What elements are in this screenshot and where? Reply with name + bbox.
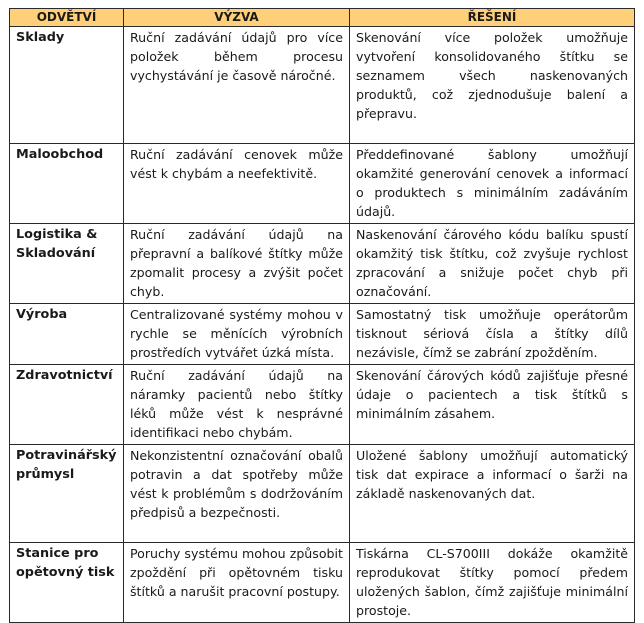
solution-cell: Skenování více položek umožňuje vytvoření konsolidovaného štítku se seznamem všech naskenovaných produktů, což zjednodušuje balení a přepravu. xyxy=(350,27,635,144)
solution-cell: Tiskárna CL-S700III dokáže okamžitě reprodukovat štítky pomocí předem uložených šablon, čímž zajišťuje minimální prostoje. xyxy=(350,543,635,623)
solution-cell: Samostatný tisk umožňuje operátorům tisknout sériová čísla a štítky dílů nezávisle, čímž se zabrání zpožděním. xyxy=(350,304,635,365)
challenge-cell: Ruční zadávání údajů pro více položek během procesu vychystávání je časově náročné. xyxy=(124,27,350,144)
sector-cell: Výroba xyxy=(10,304,124,365)
solution-cell: Předdefinované šablony umožňují okamžité generování cenovek a informací o produktech s minimálním zadáváním údajů. xyxy=(350,144,635,224)
solution-cell: Uložené šablony umožňují automatický tisk dat expirace a informací o šarži na základě naskenovaných dat. xyxy=(350,445,635,543)
table-row xyxy=(10,27,635,144)
sector-cell: Sklady xyxy=(10,27,124,144)
header-sector: ODVĚTVÍ xyxy=(10,9,124,27)
challenge-cell: Centralizované systémy mohou v rychle se měnících výrobních prostředích vytvářet úzká místa. xyxy=(124,304,350,365)
sector-cell: Maloobchod xyxy=(10,144,124,224)
table-row xyxy=(10,144,635,224)
industry-table xyxy=(9,8,635,623)
challenge-cell: Ruční zadávání údajů na náramky pacientů nebo štítky léků může vést k nesprávné identifikaci nebo chybám. xyxy=(124,365,350,445)
sector-cell: Logistika & Skladování xyxy=(10,224,124,304)
solution-cell: Naskenování čárového kódu balíku spustí okamžitý tisk štítku, což zvyšuje rychlost zpracování a snižuje počet chyb při označování. xyxy=(350,224,635,304)
challenge-cell: Ruční zadávání údajů na přepravní a balíkové štítky může zpomalit procesy a zvýšit počet chyb. xyxy=(124,224,350,304)
table-row xyxy=(10,445,635,543)
table-row xyxy=(10,365,635,445)
sector-cell: Potravinářský průmysl xyxy=(10,445,124,543)
sector-cell: Stanice pro opětovný tisk xyxy=(10,543,124,623)
challenge-cell: Poruchy systému mohou způsobit zpoždění při opětovném tisku štítků a narušit pracovní postupy. xyxy=(124,543,350,623)
header-solution: ŘEŠENÍ xyxy=(350,9,635,27)
solution-cell: Skenování čárových kódů zajišťuje přesné údaje o pacientech a tisk štítků s minimálním zásahem. xyxy=(350,365,635,445)
challenge-cell: Ruční zadávání cenovek může vést k chybám a neefektivitě. xyxy=(124,144,350,224)
header-row xyxy=(10,9,635,27)
table-row xyxy=(10,224,635,304)
table-row xyxy=(10,304,635,365)
header-challenge: VÝZVA xyxy=(124,9,350,27)
table-row xyxy=(10,543,635,623)
sector-cell: Zdravotnictví xyxy=(10,365,124,445)
challenge-cell: Nekonzistentní označování obalů potravin a dat spotřeby může vést k problémům s dodržováním předpisů a bezpečnosti. xyxy=(124,445,350,543)
